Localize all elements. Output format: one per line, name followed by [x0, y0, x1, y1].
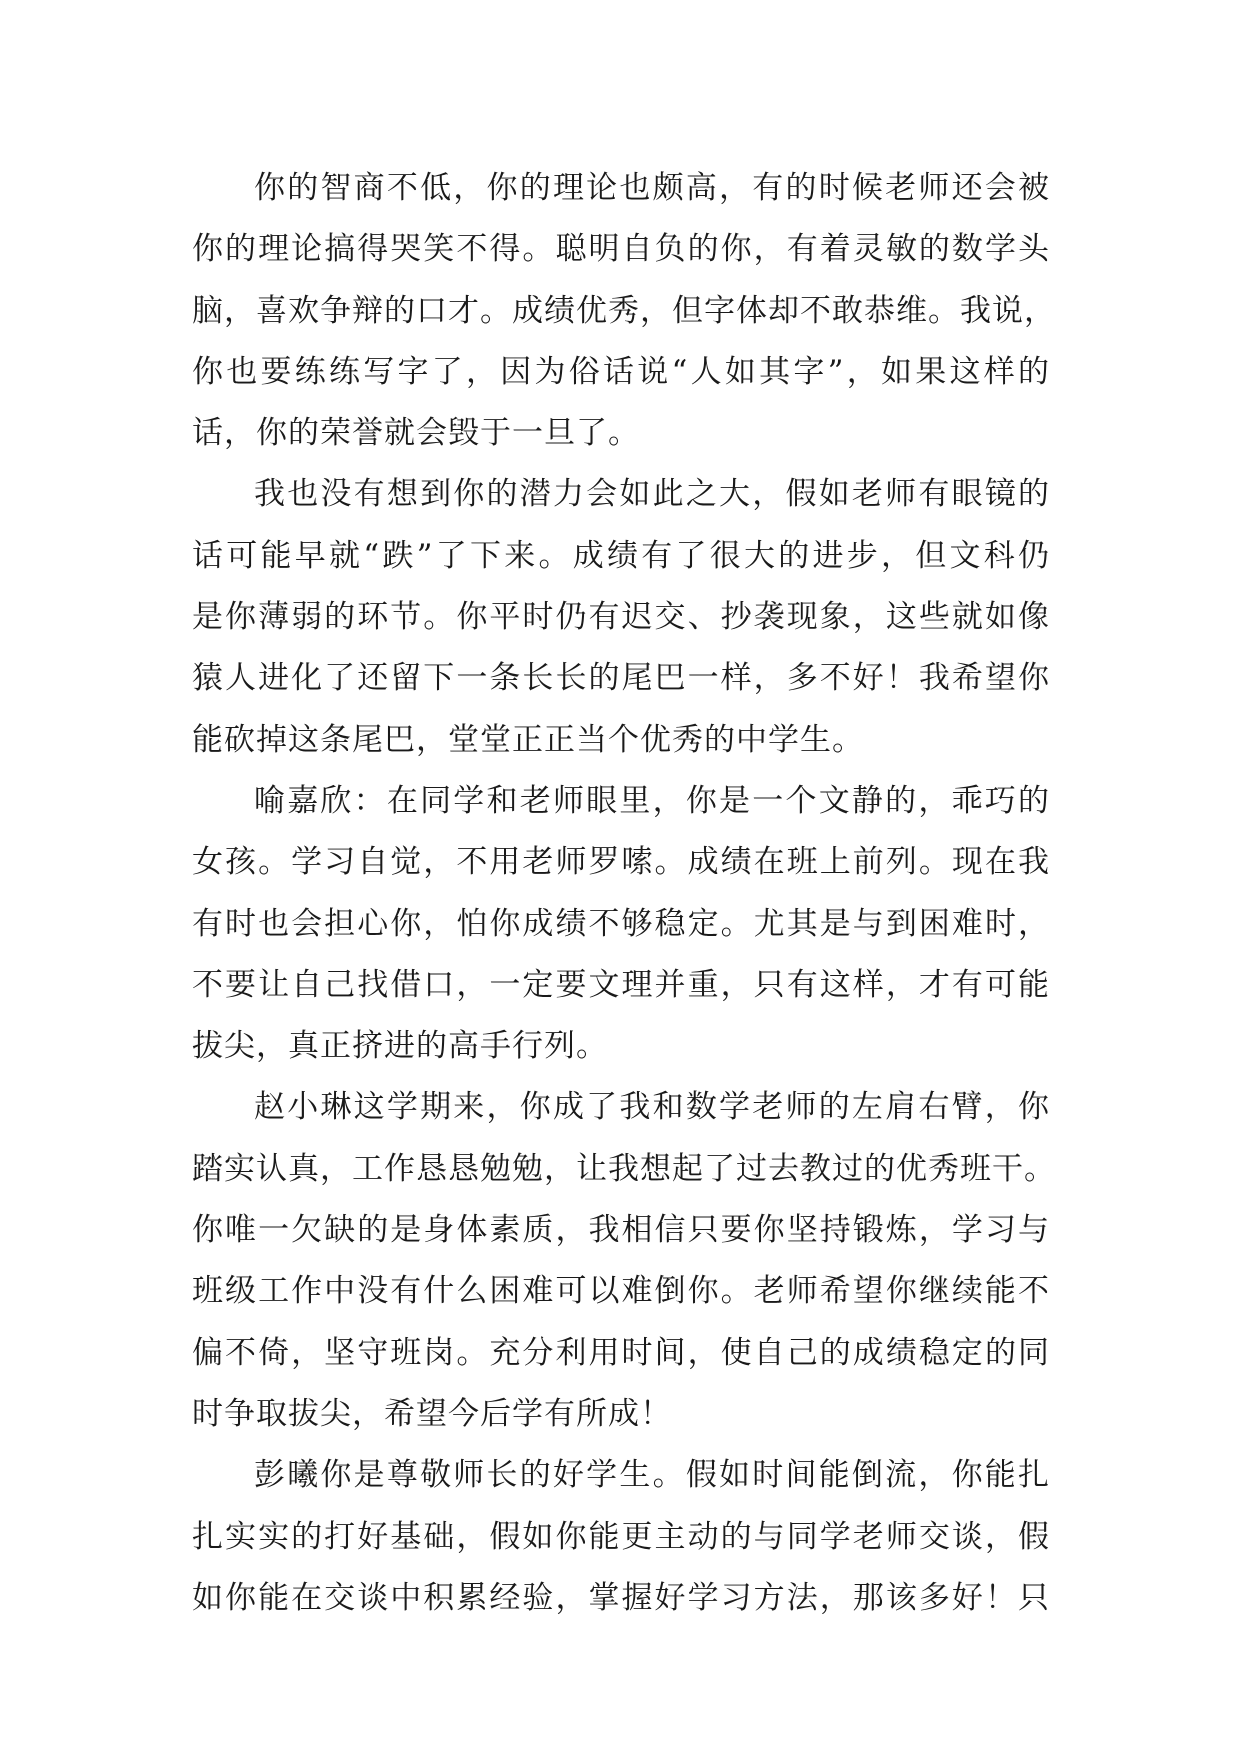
paragraph-2-line-5: 能砍掉这条尾巴，堂堂正正当个优秀的中学生。: [192, 721, 864, 758]
paragraph-4-line-6: 时争取拔尖，希望今后学有所成！: [192, 1395, 672, 1432]
paragraph-3-line-4: 不要让自己找借口，一定要文理并重，只有这样，才有可能: [192, 966, 1050, 1003]
paragraph-1-line-4: 你也要练练写字了，因为俗话说“人如其字”，如果这样的: [192, 353, 1050, 390]
paragraph-2-line-3: 是你薄弱的环节。你平时仍有迟交、抄袭现象，这些就如像: [192, 599, 1050, 636]
paragraph-5-line-1: 彭曦你是尊敬师长的好学生。假如时间能倒流，你能扎: [254, 1457, 1050, 1494]
paragraph-1-line-5: 话，你的荣誉就会毁于一旦了。: [192, 415, 640, 452]
paragraph-4-line-1: 赵小琳这学期来，你成了我和数学老师的左肩右臂，你: [254, 1089, 1050, 1126]
paragraph-4-line-5: 偏不倚，坚守班岗。充分利用时间，使自己的成绩稳定的同: [192, 1334, 1050, 1371]
paragraph-5-line-3: 如你能在交谈中积累经验，掌握好学习方法，那该多好！只: [192, 1579, 1050, 1616]
paragraph-2-line-2: 话可能早就“跌”了下来。成绩有了很大的进步，但文科仍: [192, 537, 1050, 574]
paragraph-3-line-1: 喻嘉欣：在同学和老师眼里，你是一个文静的，乖巧的: [254, 782, 1050, 819]
paragraph-4-line-2: 踏实认真，工作恳恳勉勉，让我想起了过去教过的优秀班干。: [192, 1150, 1056, 1187]
paragraph-2-line-4: 猿人进化了还留下一条长长的尾巴一样，多不好！我希望你: [192, 660, 1050, 697]
paragraph-4-line-4: 班级工作中没有什么困难可以难倒你。老师希望你继续能不: [192, 1273, 1050, 1310]
paragraph-1-line-3: 脑，喜欢争辩的口才。成绩优秀，但字体却不敢恭维。我说，: [192, 292, 1056, 329]
paragraph-1-line-2: 你的理论搞得哭笑不得。聪明自负的你，有着灵敏的数学头: [192, 231, 1050, 268]
paragraph-3-line-3: 有时也会担心你，怕你成绩不够稳定。尤其是与到困难时，: [192, 905, 1050, 942]
paragraph-5-line-2: 扎实实的打好基础，假如你能更主动的与同学老师交谈，假: [192, 1518, 1050, 1555]
paragraph-3-line-2: 女孩。学习自觉，不用老师罗嗦。成绩在班上前列。现在我: [192, 844, 1050, 881]
document-body: [192, 158, 1056, 1629]
paragraph-2-line-1: 我也没有想到你的潜力会如此之大，假如老师有眼镜的: [254, 476, 1050, 513]
paragraph-3-line-5: 拔尖，真正挤进的高手行列。: [192, 1028, 608, 1065]
paragraph-4-line-3: 你唯一欠缺的是身体素质，我相信只要你坚持锻炼，学习与: [192, 1212, 1050, 1249]
paragraph-1-line-1: 你的智商不低，你的理论也颇高，有的时候老师还会被: [254, 170, 1050, 206]
